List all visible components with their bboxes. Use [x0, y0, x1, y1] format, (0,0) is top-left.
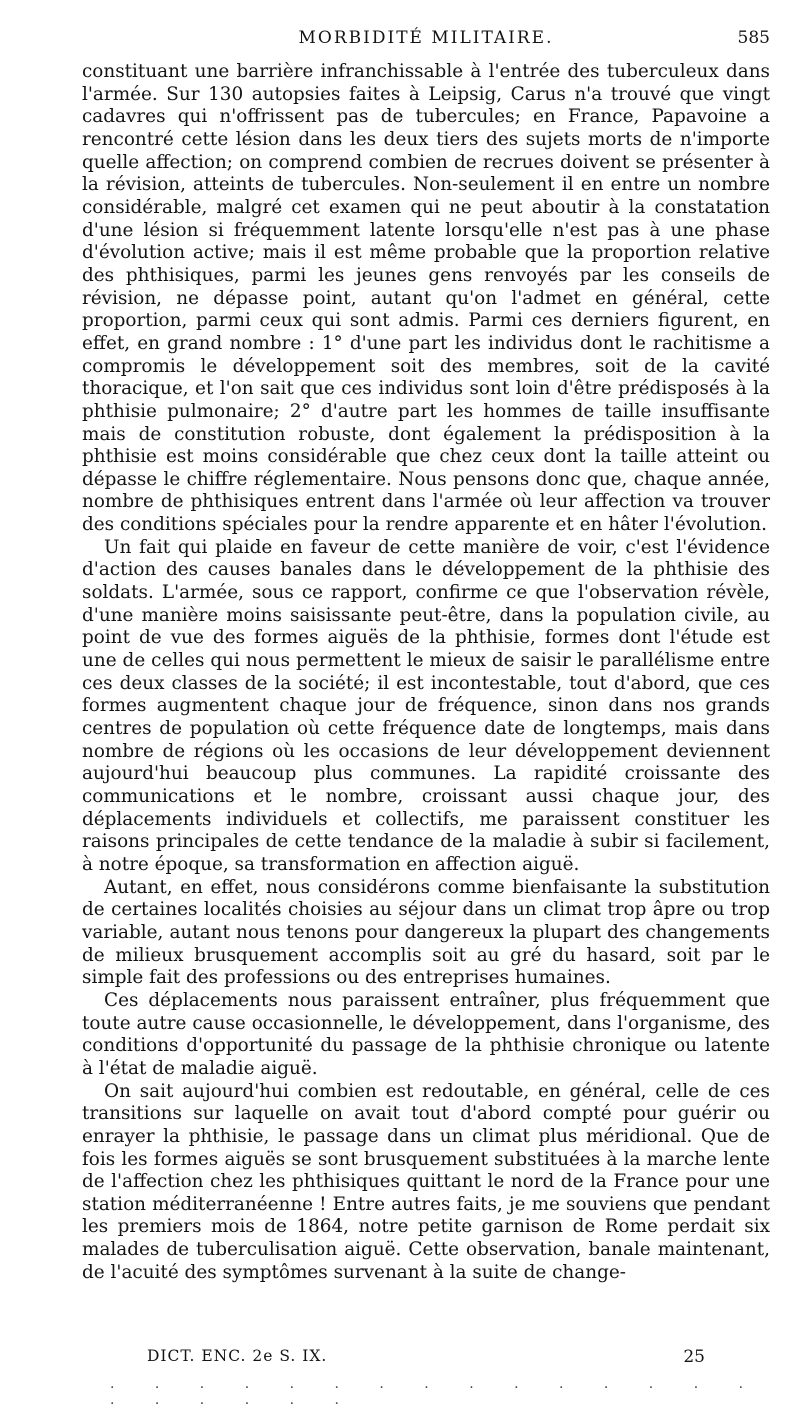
paragraph: Autant, en effet, nous considérons comme bienfaisante la substitution de certaines localités choisies au séjour dans un climat trop âpre ou trop variable, autant nous tenons pour dangereux la plupart des changements de milieux brusquement accomplis soit au gré du hasard, soit par le simple fait des professions ou des entreprises humaines. [82, 876, 770, 989]
page-number: 585 [737, 28, 770, 48]
paragraph: Ces déplacements nous paraissent entraîner, plus fréquemment que toute autre cause occasionnelle, le développement, dans l'organisme, des conditions d'opportunité du passage de la phthisie chronique ou latente à l'état de maladie aiguë. [82, 989, 770, 1079]
scan-artifact-dots: · · · · · · · · · · · · · · · · · · · · · [110, 1380, 762, 1412]
running-title: MORBIDITÉ MILITAIRE. [298, 28, 554, 48]
sheet-number: 25 [683, 1347, 705, 1367]
paragraph: Un fait qui plaide en faveur de cette manière de voir, c'est l'évidence d'action des causes banales dans le développement de la phthisie des soldats. L'armée, sous ce rapport, confirme ce que l'observation révèle, d'une manière moins saisissante peut-être, dans la population civile, au point de vue des formes aiguës de la phthisie, formes dont l'étude est une de celles qui nous permettent le mieux de saisir le parallélisme entre ces deux classes de la société; il est incontestable, tout d'abord, que ces formes augmentent chaque jour de fréquence, sinon dans nos grands centres de population où cette fréquence date de longtemps, mais dans nombre de régions où les occasions de leur développement deviennent aujourd'hui beaucoup plus communes. La rapidité croissante des communications et le nombre, croissant aussi chaque jour, des déplacements individuels et collectifs, me paraissent constituer les raisons principales de cette tendance de la maladie à subir si facilement, à notre époque, sa transformation en affection aiguë. [82, 536, 770, 875]
page-header [82, 28, 770, 54]
body-text [82, 61, 770, 1284]
page-footer [147, 1347, 705, 1371]
printer-signature: DICT. ENC. 2e S. IX. [147, 1347, 328, 1365]
paragraph: On sait aujourd'hui combien est redoutable, en général, celle de ces transitions sur laquelle on avait tout d'abord compté pour guérir ou enrayer la phthisie, le passage dans un climat plus méridional. Que de fois les formes aiguës se sont brusquement substituées à la marche lente de l'affection chez les phthisiques quittant le nord de la France pour une station méditerranéenne ! Entre autres faits, je me souviens que pendant les premiers mois de 1864, notre petite garnison de Rome perdait six malades de tuberculisation aiguë. Cette observation, banale maintenant, de l'acuité des symptômes survenant à la suite de change- [82, 1080, 770, 1283]
paragraph: constituant une barrière infranchissable à l'entrée des tuberculeux dans l'armée. Sur 130 autopsies faites à Leipsig, Carus n'a trouvé que vingt cadavres qui n'offrissent pas de tubercules; en France, Papavoine a rencontré cette lésion dans les deux tiers des sujets morts de n'importe quelle affection; on comprend combien de recrues doivent se présenter à la révision, atteints de tubercules. Non-seulement il en entre un nombre considérable, malgré cet examen qui ne peut aboutir à la constatation d'une lésion si fréquemment latente lorsqu'elle n'est pas à une phase d'évolution active; mais il est même probable que la proportion relative des phthisiques, parmi les jeunes gens renvoyés par les conseils de révision, ne dépasse point, autant qu'on l'admet en général, cette proportion, parmi ceux qui sont admis. Parmi ces derniers figurent, en effet, en grand nombre : 1° d'une part les individus dont le rachitisme a compromis le développement soit des membres, soit de la cavité thoracique, et l'on sait que ces individus sont loin d'être prédisposés à la phthisie pulmonaire; 2° d'autre part les hommes de taille insuffisante mais de constitution robuste, dont également la prédisposition à la phthisie est moins considérable que chez ceux dont la taille atteint ou dépasse le chiffre réglementaire. Nous pensons donc que, chaque année, nombre de phthisiques entrent dans l'armée où leur affection va trouver des conditions spéciales pour la rendre apparente et en hâter l'évolution. [82, 61, 770, 536]
